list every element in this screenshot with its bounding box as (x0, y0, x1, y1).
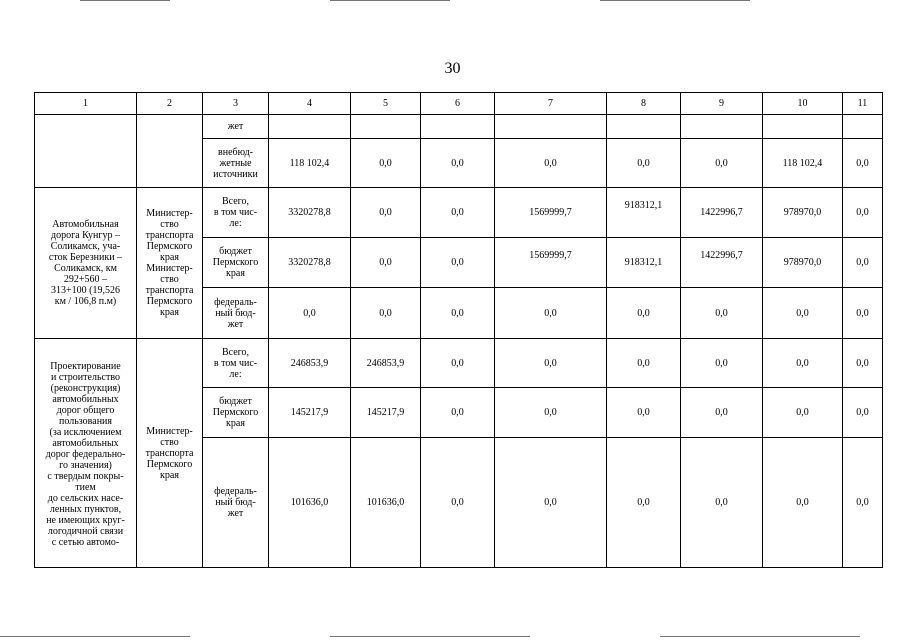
table-row (35, 115, 883, 139)
value-cell (269, 115, 351, 139)
value-cell: 978970,0 (763, 188, 843, 238)
header-cell: 7 (495, 93, 607, 115)
value-cell: 0,0 (495, 438, 607, 568)
header-cell: 3 (203, 93, 269, 115)
budget-table (34, 92, 883, 568)
value-cell (843, 115, 883, 139)
value-cell: 0,0 (351, 288, 421, 339)
value-cell: 0,0 (843, 288, 883, 339)
value-cell: 0,0 (681, 339, 763, 388)
value-cell: 0,0 (421, 388, 495, 438)
value-cell: 0,0 (495, 388, 607, 438)
value-cell: 101636,0 (351, 438, 421, 568)
value-cell: 1569999,7 (495, 188, 607, 238)
value-cell: 1422996,7 (681, 188, 763, 238)
scan-edge-top (80, 0, 170, 1)
value-cell: 0,0 (269, 288, 351, 339)
header-cell: 4 (269, 93, 351, 115)
table-row (35, 188, 883, 238)
value-cell: 3320278,8 (269, 238, 351, 288)
value-cell: 1569999,7 (495, 238, 607, 288)
source-cell: жет (203, 115, 269, 139)
value-cell (763, 115, 843, 139)
value-cell: 3320278,8 (269, 188, 351, 238)
header-cell: 2 (137, 93, 203, 115)
value-cell: 0,0 (495, 288, 607, 339)
header-cell: 5 (351, 93, 421, 115)
value-cell (421, 115, 495, 139)
scan-edge-bottom (660, 636, 860, 637)
value-cell: 118 102,4 (763, 139, 843, 188)
value-cell: 0,0 (763, 288, 843, 339)
value-cell (351, 115, 421, 139)
header-cell: 6 (421, 93, 495, 115)
value-cell: 0,0 (843, 388, 883, 438)
value-cell: 0,0 (843, 188, 883, 238)
source-cell: Всего, в том чис- ле: (203, 339, 269, 388)
page-number: 30 (444, 60, 461, 77)
scan-edge-top (330, 0, 450, 1)
value-cell: 0,0 (607, 388, 681, 438)
value-cell: 0,0 (421, 238, 495, 288)
value-cell: 0,0 (843, 139, 883, 188)
value-cell: 1422996,7 (681, 238, 763, 288)
value-cell: 0,0 (607, 139, 681, 188)
value-cell: 0,0 (843, 438, 883, 568)
value-cell (607, 115, 681, 139)
value-cell: 246853,9 (269, 339, 351, 388)
value-cell: 0,0 (763, 388, 843, 438)
value-cell: 918312,1 (607, 188, 681, 238)
source-cell: внебюд- жетные источники (203, 139, 269, 188)
ministry-cell: Министер- ство транспорта Пермского края Министер- ство транспорта Пермского края (137, 188, 203, 339)
value-cell: 0,0 (607, 339, 681, 388)
value-cell: 0,0 (607, 288, 681, 339)
header-cell: 8 (607, 93, 681, 115)
value-cell: 0,0 (681, 388, 763, 438)
scan-edge-bottom (330, 636, 530, 637)
header-cell: 9 (681, 93, 763, 115)
value-cell: 145217,9 (269, 388, 351, 438)
value-cell: 0,0 (843, 339, 883, 388)
description-cell: Автомобильная дорога Кунгур – Соликамск, уча- сток Березники – Соликамск, км 292+560 – 313+100 (19,526 км / 106,8 п.м) (35, 188, 137, 339)
value-cell (681, 115, 763, 139)
value-cell: 0,0 (681, 288, 763, 339)
value-cell: 118 102,4 (269, 139, 351, 188)
header-cell: 10 (763, 93, 843, 115)
value-cell: 0,0 (843, 238, 883, 288)
value-cell: 0,0 (421, 438, 495, 568)
value-cell: 0,0 (495, 339, 607, 388)
value-cell (495, 115, 607, 139)
value-cell: 0,0 (421, 339, 495, 388)
value-cell: 918312,1 (607, 238, 681, 288)
value-cell: 0,0 (763, 438, 843, 568)
scan-edge-bottom (0, 636, 190, 637)
value-cell: 978970,0 (763, 238, 843, 288)
header-row (35, 93, 883, 115)
source-cell: бюджет Пермского края (203, 238, 269, 288)
value-cell: 0,0 (351, 238, 421, 288)
ministry-cell (137, 115, 203, 188)
value-cell: 0,0 (351, 139, 421, 188)
value-cell: 246853,9 (351, 339, 421, 388)
header-cell: 11 (843, 93, 883, 115)
scan-edge-top (600, 0, 750, 1)
value-cell: 0,0 (421, 139, 495, 188)
source-cell: Всего, в том чис- ле: (203, 188, 269, 238)
value-cell: 0,0 (681, 139, 763, 188)
value-cell: 0,0 (607, 438, 681, 568)
ministry-cell: Министер- ство транспорта Пермского края (137, 339, 203, 568)
table-row (35, 339, 883, 388)
value-cell: 0,0 (763, 339, 843, 388)
description-cell: Проектирование и строительство (реконструкция) автомобильных дорог общего пользования (за исключением автомобильных дорог федерально- го значения) с твердым покры- тием до сельских насе- ленных пунктов, не имеющих круг- логодичной связи с сетью автомо- (35, 339, 137, 568)
value-cell: 0,0 (351, 188, 421, 238)
source-cell: бюджет Пермского края (203, 388, 269, 438)
value-cell: 145217,9 (351, 388, 421, 438)
value-cell: 0,0 (421, 188, 495, 238)
source-cell: федераль- ный бюд- жет (203, 288, 269, 339)
value-cell: 0,0 (681, 438, 763, 568)
header-cell: 1 (35, 93, 137, 115)
source-cell: федераль- ный бюд- жет (203, 438, 269, 568)
description-cell (35, 115, 137, 188)
value-cell: 0,0 (421, 288, 495, 339)
value-cell: 101636,0 (269, 438, 351, 568)
value-cell: 0,0 (495, 139, 607, 188)
